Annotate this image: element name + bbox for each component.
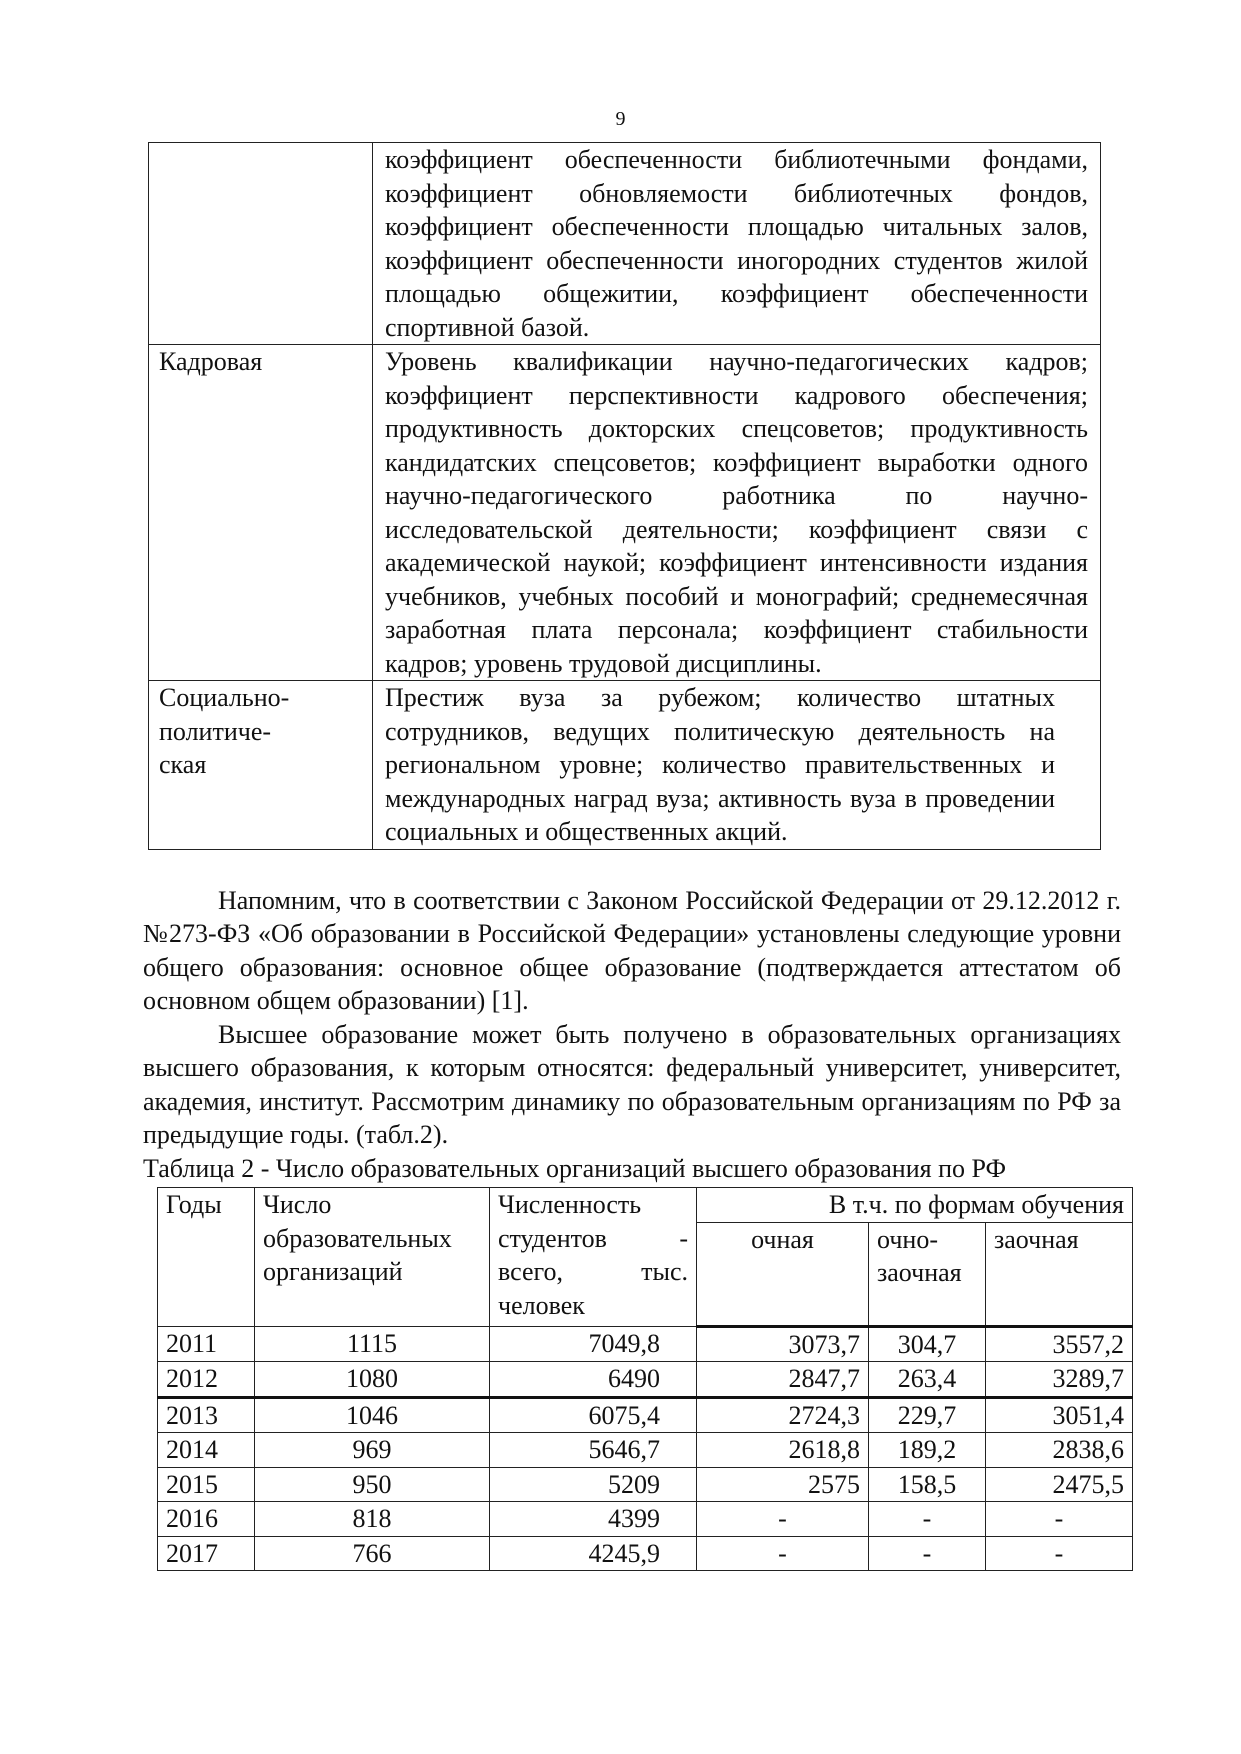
table-row	[158, 1467, 1133, 1502]
table-row	[158, 1536, 1133, 1571]
table-cell: -	[986, 1536, 1133, 1571]
header-students: Численность студентов - всего, тыс. человек	[490, 1188, 697, 1327]
table-row	[158, 1433, 1133, 1468]
table-cell: 2013	[158, 1397, 255, 1433]
paragraph: Напомним, что в соответствии с Законом Российской Федерации от 29.12.2012 г. №273-ФЗ «Об образовании в Российской Федерации» установлены следующие уровни общего образования: основное общее образование (подтверждается аттестатом об основном общем образовании) [1].	[143, 885, 1121, 1015]
table-cell: 2838,6	[986, 1433, 1133, 1468]
table-cell: 3051,4	[986, 1397, 1133, 1433]
table-cell: 2475,5	[986, 1467, 1133, 1502]
table-cell: 263,4	[869, 1362, 986, 1398]
table-row	[158, 1397, 1133, 1433]
table-caption: Таблица 2 - Число образовательных организаций высшего образования по РФ	[143, 1153, 1007, 1183]
header-forms: В т.ч. по формам обучения	[697, 1188, 1133, 1223]
table-cell: 6490	[490, 1362, 697, 1398]
universities-table	[157, 1187, 1133, 1571]
table-cell: -	[697, 1502, 869, 1537]
table-row	[149, 681, 1101, 850]
table-cell: 2014	[158, 1433, 255, 1468]
table-cell: 5646,7	[490, 1433, 697, 1468]
table-row	[158, 1326, 1133, 1362]
table-cell: 2012	[158, 1362, 255, 1398]
table-cell: 5209	[490, 1467, 697, 1502]
table-cell: 7049,8	[490, 1326, 697, 1362]
table-cell: 2575	[697, 1467, 869, 1502]
indicators-cell: Уровень квалификации научно-педагогических кадров; коэффициент перспективности кадрового обеспечения; продуктивность докторских спецсоветов; продуктивность кандидатских спецсоветов; коэффициент выработки одного научно-педагогического работника по научно-исследовательской деятельности; коэффициент связи с академической наукой; коэффициент интенсивности издания учебников, учебных пособий и монографий; среднемесячная заработная плата персонала; коэффициент стабильности кадров; уровень трудовой дисциплины.	[373, 345, 1101, 681]
table-cell: 2017	[158, 1536, 255, 1571]
table-row	[158, 1502, 1133, 1537]
table-row	[149, 143, 1101, 345]
header-orgs: Число образовательных организаций	[255, 1188, 490, 1327]
header-extramural: заочная	[986, 1222, 1133, 1326]
table-cell: 3557,2	[986, 1326, 1133, 1362]
table-cell: 1115	[255, 1326, 490, 1362]
header-years: Годы	[158, 1188, 255, 1327]
table-cell: 969	[255, 1433, 490, 1468]
table-cell: 229,7	[869, 1397, 986, 1433]
page-number: 9	[615, 108, 626, 130]
table-cell: 304,7	[869, 1326, 986, 1362]
category-text: Социально-политиче-ская	[159, 683, 290, 779]
category-cell: Кадровая	[149, 345, 373, 681]
header-row	[158, 1188, 1133, 1223]
table-cell: 1080	[255, 1362, 490, 1398]
table-cell: 2618,8	[697, 1433, 869, 1468]
table-cell: 2016	[158, 1502, 255, 1537]
table-cell: 2847,7	[697, 1362, 869, 1398]
table-cell: 158,5	[869, 1467, 986, 1502]
paragraph: Высшее образование может быть получено в образовательных организациях высшего образования, к которым относятся: федеральный университет, университет, академия, институт. Рассмотрим динамику по образовательным организациям по РФ за предыдущие годы. (табл.2).	[143, 1019, 1121, 1149]
table-cell: -	[986, 1502, 1133, 1537]
table-cell: 2015	[158, 1467, 255, 1502]
table-cell: -	[697, 1536, 869, 1571]
table-cell: 6075,4	[490, 1397, 697, 1433]
table-cell: 4399	[490, 1502, 697, 1537]
header-full-time: очная	[697, 1222, 869, 1326]
indicators-table	[148, 142, 1101, 850]
category-cell	[149, 681, 373, 850]
header-part-time: очно-заочная	[869, 1222, 986, 1326]
table-row	[149, 345, 1101, 681]
table-cell: 3073,7	[697, 1326, 869, 1362]
table-cell: 2011	[158, 1326, 255, 1362]
table-cell: 2724,3	[697, 1397, 869, 1433]
table-cell: 189,2	[869, 1433, 986, 1468]
category-cell	[149, 143, 373, 345]
indicators-cell: Престиж вуза за рубежом; количество штатных сотрудников, ведущих политическую деятельность на региональном уровне; количество правительственных и международных наград вуза; активность вуза в проведении социальных и общественных акций.	[373, 681, 1101, 850]
table-cell: 3289,7	[986, 1362, 1133, 1398]
table-cell: 4245,9	[490, 1536, 697, 1571]
indicators-cell: коэффициент обеспеченности библиотечными фондами, коэффициент обновляемости библиотечных фондов, коэффициент обеспеченности площадью читальных залов, коэффициент обеспеченности иногородних студентов жилой площадью общежитии, коэффициент обеспеченности спортивной базой.	[373, 143, 1101, 345]
table-cell: 1046	[255, 1397, 490, 1433]
table-cell: 766	[255, 1536, 490, 1571]
table-cell: -	[869, 1502, 986, 1537]
table-cell: 950	[255, 1467, 490, 1502]
table-cell: 818	[255, 1502, 490, 1537]
table-cell: -	[869, 1536, 986, 1571]
table-row	[158, 1362, 1133, 1398]
